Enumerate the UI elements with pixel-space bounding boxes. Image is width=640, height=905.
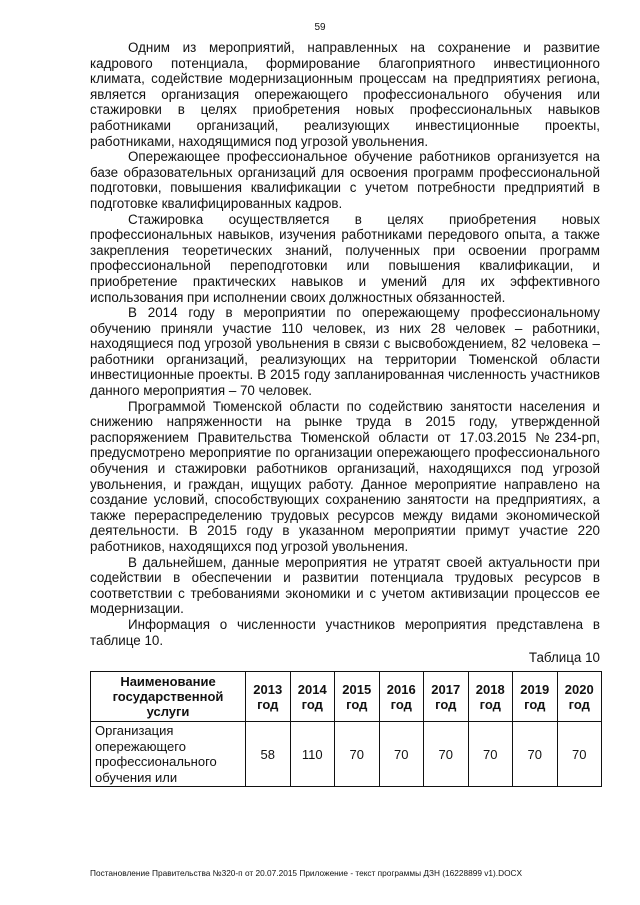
header-year: 2014 год	[290, 672, 335, 722]
header-year: 2018 год	[468, 672, 513, 722]
header-year: 2016 год	[379, 672, 424, 722]
header-year: 2015 год	[335, 672, 380, 722]
paragraph-1: Одним из мероприятий, направленных на сохранение и развитие кадрового потенциала, формирование благоприятного инвестиционного климата, содействие модернизационным процессам на предприятиях региона, является организация опережающего профессионального обучения или стажировки в целях приобретения новых профессиональных навыков работниками организаций, реализующих инвестиционные проекты, работниками, находящимися под угрозой увольнения.	[90, 40, 600, 149]
document-footer: Постановление Правительства №320-п от 20.07.2015 Приложение - текст программы ДЗН (16228899 v1).DOCX	[90, 868, 523, 878]
paragraph-3: Стажировка осуществляется в целях приобретения новых профессиональных навыков, изучения работниками передового опыта, а также закрепления теоретических знаний, полученных при освоении программ профессиональной переподготовки или повышения квалификации, и приобретение практических навыков и умений для их эффективного использования при исполнении своих должностных обязанностей.	[90, 211, 600, 305]
document-body	[90, 40, 600, 787]
row-value: 110	[290, 722, 335, 787]
header-year: 2020 год	[557, 672, 602, 722]
page-number: 59	[314, 22, 326, 33]
paragraph-2: Опережающее профессиональное обучение работников организуется на базе образовательных организаций для освоения программ профессиональной подготовки, повышения квалификации с учетом потребности предприятий в подготовке квалифицированных кадров.	[90, 149, 600, 211]
row-value: 70	[557, 722, 602, 787]
header-year: 2017 год	[424, 672, 469, 722]
header-year: 2019 год	[513, 672, 558, 722]
paragraph-5: Программой Тюменской области по содействию занятости населения и снижению напряженности на рынке труда в 2015 году, утвержденной распоряжением Правительства Тюменской области от 17.03.2015 №234-рп, предусмотрено мероприятие по организации опережающего профессионального обучения и стажировки работников организаций, находящихся под угрозой увольнения, и граждан, ищущих работу. Данное мероприятие направлено на создание условий, способствующих сохранению занятости на предприятиях, а также перераспределению трудовых ресурсов между видами экономической деятельности. В 2015 году в указанном мероприятии примут участие 220 работников, находящихся под угрозой увольнения.	[90, 398, 600, 554]
row-value: 70	[513, 722, 558, 787]
paragraph-4: В 2014 году в мероприятии по опережающему профессиональному обучению приняли участие 110 человек, из них 28 человек – работники, находящиеся под угрозой увольнения в связи с высвобождением, 82 человека – работники организаций, реализующих на территории Тюменской области инвестиционные проекты. В 2015 году запланированная численность участников данного мероприятия – 70 человек.	[90, 305, 600, 399]
table-caption: Таблица 10	[528, 650, 600, 666]
participants-table	[90, 671, 602, 787]
row-service-name: Организация опережающего профессионального обучения или	[91, 722, 246, 787]
row-value: 70	[335, 722, 380, 787]
paragraph-6: В дальнейшем, данные мероприятия не утратят своей актуальности при содействии в обеспечении и развитии потенциала трудовых ресурсов в соответствии с требованиями экономики и с учетом активизации процессов ее модернизации.	[90, 554, 600, 617]
header-year: 2013 год	[246, 672, 291, 722]
row-value: 70	[424, 722, 469, 787]
row-value: 70	[468, 722, 513, 787]
row-value: 70	[379, 722, 424, 787]
table-header-row	[91, 672, 602, 722]
header-service-name: Наименование государственной услуги	[91, 672, 246, 722]
table-row	[91, 722, 602, 787]
paragraph-7: Информация о численности участников мероприятия представлена в таблице 10.	[90, 616, 600, 648]
row-value: 58	[246, 722, 291, 787]
